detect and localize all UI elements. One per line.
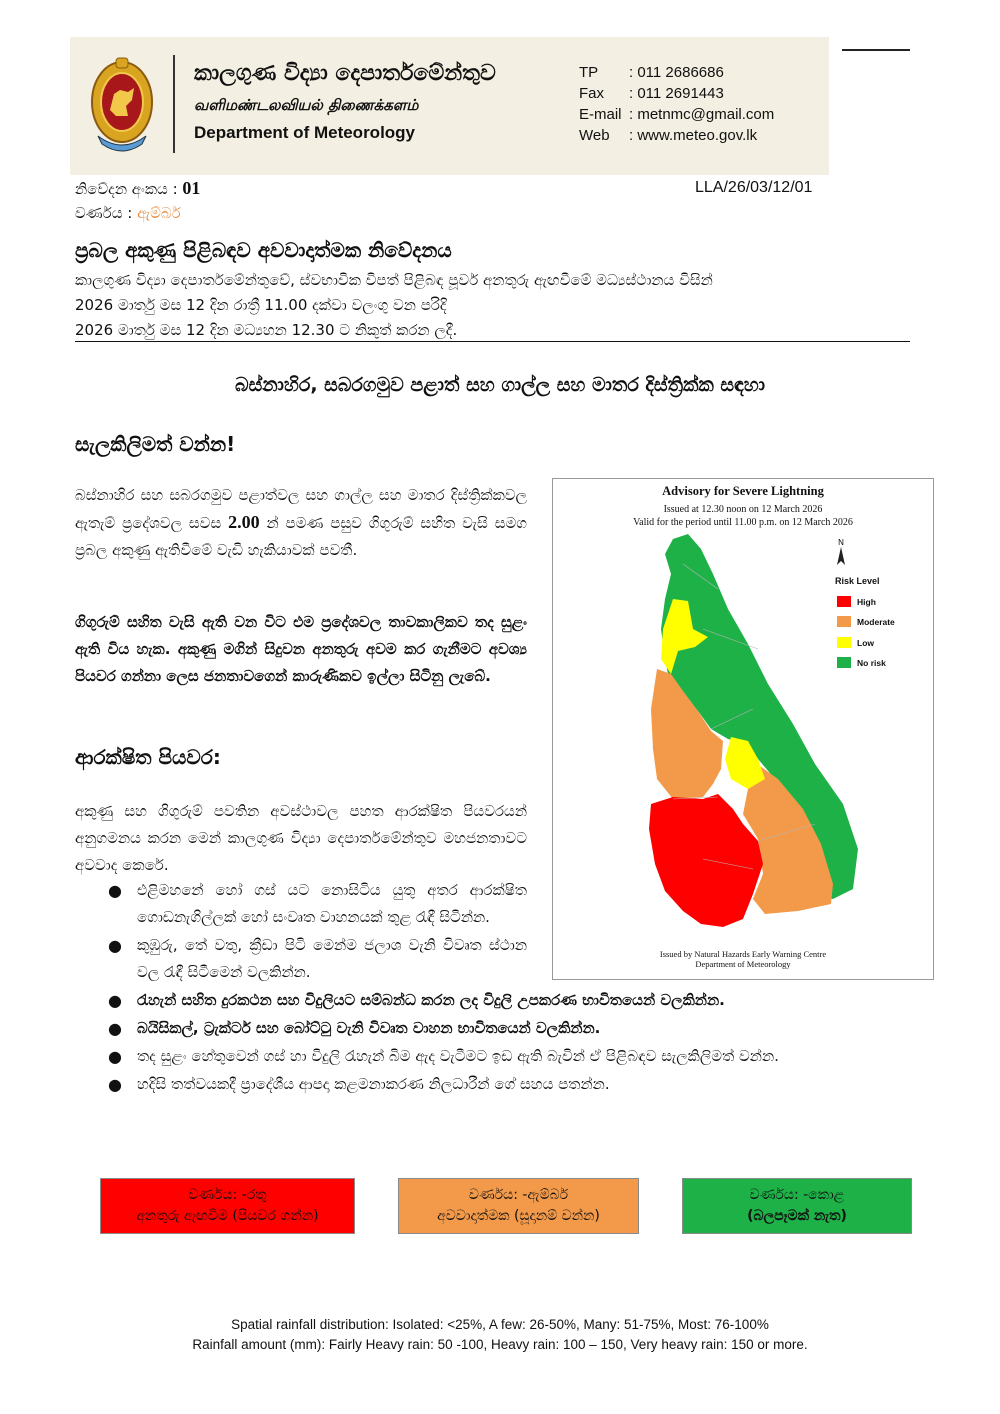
list-item-text: එළිමහනේ හෝ ගස් යට නොසිටිය යුතු අතර ආරක්ෂිත ගොඩනැගිල්ලක් හෝ සංවෘත වාහනයක් තුළ රැඳී සිටින්න.: [137, 881, 527, 926]
north-label: N: [838, 538, 844, 547]
map-footer-line: Department of Meteorology: [695, 959, 791, 969]
sri-lanka-emblem-icon: [88, 54, 156, 154]
status-key-red: [100, 1178, 355, 1234]
status-key-title: වර්ණය: -ඇම්බර්: [468, 1187, 569, 1203]
forecast-time: 2.00: [228, 512, 260, 532]
map-footer-line: Issued by Natural Hazards Early Warning Centre: [659, 949, 827, 959]
list-item-text: රැහැන් සහිත දුරකථන සහ විදුලියට සම්බන්ධ කරන ලද විදුලි උපකරණ භාවිතයෙන් වලකින්න.: [137, 991, 725, 1009]
status-key-title: වර්ණය: -කොළ: [749, 1187, 845, 1203]
contact-value: : 011 2691443: [629, 85, 724, 102]
list-item-text: තද සුළං හේතුවෙන් ගස් හා විදුලි රැහැන් බිම ඇද වැටීමට ඉඩ ඇති බැවින් ඒ පිළිබඳව සැලකිලිමත් වන්න.: [137, 1047, 779, 1065]
contact-block: [579, 62, 774, 146]
rainfall-amount-note: Rainfall amount (mm): Fairly Heavy rain: 50 -100, Heavy rain: 100 – 150, Very heavy rain: 150 or more.: [192, 1337, 808, 1352]
safety-intro-paragraph: අකුණු සහ ගිගුරුම් පවතින අවස්ථාවල පහත ආරක්ෂිත පියවරයන් අනුගමනය කරන මෙන් කාලගුණ විද්‍යා දෙපාර්තමේන්තුව මහජනතාවට අවවාද කෙරේ.: [75, 802, 527, 874]
map-footer: [613, 949, 873, 969]
contact-label: E-mail: [579, 106, 622, 123]
legend-swatch: [837, 616, 851, 627]
notice-number-value: 01: [182, 178, 201, 198]
contact-row-web: [579, 125, 774, 146]
alert-color: [75, 204, 181, 222]
status-key-amber: [398, 1178, 639, 1234]
alert-color-label: වර්ණය :: [75, 204, 133, 222]
map-valid-period: Valid for the period until 11.00 p.m. on 12 March 2026: [633, 517, 853, 528]
notice-number: [75, 178, 200, 199]
legend-swatch: [837, 657, 851, 668]
contact-row-fax: [579, 83, 774, 104]
contact-value: : 011 2686686: [629, 64, 724, 81]
forecast-text-end: න් පමණ පසුව ගිගුරුම් සහිත වැසි සමග ප්‍රබල අකුණු ඇතිවීමේ වැඩි හැකියාවක් පවතී.: [75, 514, 527, 559]
safety-measures-heading: ආරක්ෂිත පියවර:: [75, 745, 221, 769]
top-right-rule: [842, 49, 910, 51]
contact-value[interactable]: : www.meteo.gov.lk: [629, 127, 758, 144]
intro-line: කාලගුණ විද්‍යා දෙපාර්තමේන්තුවේ, ස්වභාවික විපත් පිළිබඳ පූර්ව අනතුරු ඇඟවීමේ මධ්‍යස්ථානය විසින්: [75, 271, 713, 289]
status-key-meaning: අනතුරු ඇඟවීම (පියවර ගන්න): [136, 1208, 319, 1224]
contact-row-phone: [579, 62, 774, 83]
legend-title: Risk Level: [835, 576, 880, 586]
legend-label: High: [857, 596, 876, 607]
list-item: [75, 932, 527, 986]
intro-divider: [75, 341, 910, 342]
risk-map-graphic: [553, 479, 933, 979]
intro-block: [75, 268, 713, 343]
attention-heading: සැලකිලිමත් වන්න!: [75, 432, 236, 456]
letterhead: [70, 37, 829, 175]
bullet-icon: ●: [108, 1075, 122, 1094]
contact-row-email: [579, 104, 774, 125]
alert-color-value: ඇම්බර්: [137, 204, 181, 222]
legend-label: Low: [857, 637, 874, 648]
bullet-icon: ●: [108, 1019, 122, 1038]
legend-item-moderate: [837, 616, 895, 627]
intro-line: 2026 මාර්තු මස 12 දින මධ්‍යහන 12.30 ට නිකුත් කරන ලදී.: [75, 321, 458, 339]
list-item-text: හදිසි තත්වයකදී ප්‍රාදේශීය ආපදා කළමනාකරණ නිලධාරීන් ගේ සහය පතන්න.: [137, 1075, 610, 1093]
legend-label: Moderate: [857, 616, 895, 627]
legend-item-no-risk: [837, 657, 886, 668]
legend-item-low: [837, 637, 874, 648]
intro-line: 2026 මාර්තු මස 12 දින රාත්‍රී 11.00 දක්වා වලංගු වන පරිදි: [75, 296, 447, 314]
list-item-text: බයිසිකල්, ට්‍රැක්ටර් සහ බෝට්ටු වැනි විවෘත වාහන භාවිතයෙන් වලකින්න.: [137, 1019, 601, 1037]
contact-label: Fax: [579, 85, 605, 102]
legend-item-high: [837, 596, 876, 607]
contact-label: TP: [579, 64, 599, 81]
list-item: [75, 1043, 915, 1070]
list-item-text: කුඹුරු, තේ වතු, ක්‍රීඩා පිටි මෙන්ම ජලාශ වැනි විවෘත ස්ථාන වල රැඳී සිටීමෙන් වලකින්න.: [137, 936, 527, 981]
wind-warning-paragraph: ගිගුරුම් සහිත වැසි ඇති වන විට එම ප්‍රදේශවල තාවකාලිකව තද සුළං ඇති විය හැක. අකුණු මගින් සිදුවන අනතුරු අවම කර ගැනීමට අවශ්‍ය පියවර ගන්නා ලෙස ජනතාවගෙන් කාරුණිකව ඉල්ලා සිටිනු ලැබේ.: [75, 613, 527, 685]
legend-label: No risk: [857, 657, 886, 668]
header-divider: [173, 55, 175, 153]
contact-label: Web: [579, 127, 610, 144]
list-item: [75, 1015, 915, 1042]
contact-value[interactable]: : metnmc@gmail.com: [629, 106, 775, 123]
reference-code: LLA/26/03/12/01: [695, 179, 813, 196]
list-item: [75, 877, 527, 931]
department-name-tamil: வளிமண்டலவியல் திணைக்களம்: [194, 96, 419, 114]
legend-swatch: [837, 637, 851, 648]
bullet-icon: ●: [108, 1047, 122, 1066]
map-title: Advisory for Severe Lightning: [662, 484, 824, 498]
rainfall-distribution-note: Spatial rainfall distribution: Isolated: <25%, A few: 26-50%, Many: 51-75%, Most: 76-100%: [231, 1317, 769, 1332]
bullet-icon: ●: [108, 936, 122, 955]
status-key-title: වර්ණය: -රතු: [188, 1187, 267, 1203]
list-item: [75, 1071, 915, 1098]
legend-swatch: [837, 596, 851, 607]
bullet-icon: ●: [108, 991, 122, 1010]
department-name-sinhala: කාලගුණ විද්‍යා දෙපාර්තමේන්තුව: [194, 61, 496, 86]
bullet-icon: ●: [108, 881, 122, 900]
subject-heading: බස්නාහිර, සබරගමුව පළාත් සහ ගාල්ල සහ මාතර දිස්ත්‍රික්ක සඳහා: [235, 374, 765, 396]
forecast-text-start: බස්නාහිර සහ සබරගමුව පළාත්වල සහ ගාල්ල සහ මාතර දිස්ත්‍රික්කවල ඇතැම් ප්‍රදේශවල සවස: [75, 486, 527, 532]
notice-number-label: නිවේදන අංකය :: [75, 180, 178, 198]
status-key-green: [682, 1178, 912, 1234]
status-key-meaning: අවවාදාත්මක (සූදානම් වන්න): [437, 1208, 600, 1224]
list-item: [75, 987, 915, 1014]
lightning-risk-map: [552, 478, 934, 980]
status-key-meaning: (බලපෑමක් නැත): [747, 1208, 847, 1224]
department-name-english: Department of Meteorology: [194, 123, 416, 142]
forecast-paragraph: [75, 482, 527, 564]
notice-title: ප්‍රබල අකුණු පිළිබඳව අවවාදාත්මක නිවේදනය: [75, 238, 452, 262]
map-issued-time: Issued at 12.30 noon on 12 March 2026: [663, 504, 823, 515]
north-arrow-icon: [835, 537, 847, 567]
